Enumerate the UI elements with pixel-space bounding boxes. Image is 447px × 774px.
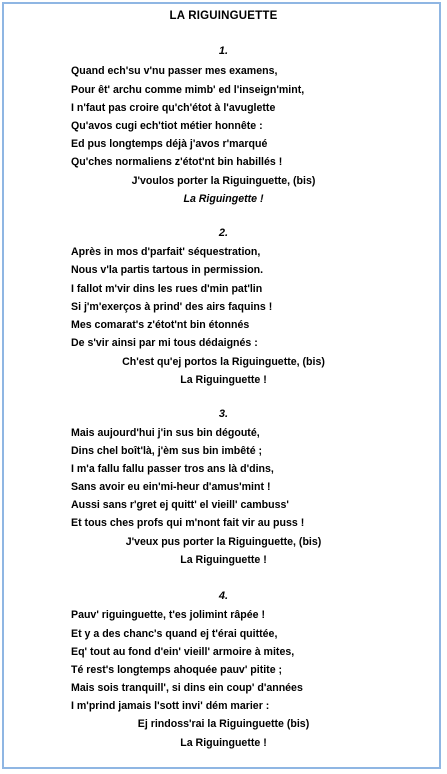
verse-line: Dins chel boît'là, j'èm sus bin imbêté ;	[71, 445, 263, 457]
refrain-closing: La Riguinguette !	[180, 374, 267, 386]
verse-line: I m'a fallu fallu passer tros ans là d'dins,	[71, 463, 274, 475]
verse-line: Sans avoir eu ein'mi-heur d'amus'mint !	[71, 481, 271, 493]
verse-line: Mes comarat's z'étot'nt bin étonnés	[71, 319, 250, 331]
song-title: LA RIGUINGUETTE	[169, 10, 278, 22]
stanza-number: 3.	[218, 408, 229, 420]
verse-line: Si j'm'exerços à prind' des airs faquins !	[71, 301, 273, 313]
verse-line: Pour êt' archu comme mimb' ed l'inseign'mint,	[71, 84, 305, 96]
verse-line: Ed pus longtemps déjà j'avos r'marqué	[71, 138, 268, 150]
verse-line: I n'faut pas croire qu'ch'étot à l'avuglette	[71, 102, 276, 114]
verse-line: Nous v'la partis tartous in permission.	[71, 264, 264, 276]
verse-line: Mais aujourd'hui j'in sus bin dégouté,	[71, 427, 260, 439]
stanza-number: 4.	[218, 590, 229, 602]
verse-line: Qu'ches normaliens z'étot'nt bin habillés !	[71, 156, 283, 168]
stanza-number: 2.	[218, 227, 229, 239]
refrain-line: Ej rindoss'rai la Riguinguette (bis)	[137, 718, 310, 730]
verse-line: I fallot m'vir dins les rues d'min pat'lin	[71, 283, 263, 295]
verse-line: Eq' tout au fond d'ein' vieill' armoire à mites,	[71, 646, 295, 658]
verse-line: I m'prind jamais l'sott invi' dém marier :	[71, 700, 270, 712]
verse-line: Et tous ches profs qui m'nont fait vir au puss !	[71, 517, 305, 529]
refrain-closing: La Riguingette !	[183, 193, 264, 205]
refrain-line: J'voulos porter la Riguinguette, (bis)	[131, 175, 316, 187]
verse-line: Pauv' riguinguette, t'es jolimint râpée !	[71, 609, 265, 621]
stanza-number: 1.	[218, 45, 229, 57]
verse-line: Aussi sans r'gret ej quitt' el vieill' cambuss'	[71, 499, 289, 511]
verse-line: Après in mos d'parfait' séquestration,	[71, 246, 261, 258]
verse-line: Et y a des chanc's quand ej t'érai quittée,	[71, 628, 278, 640]
refrain-line: J'veux pus porter la Riguinguette, (bis)	[125, 536, 322, 548]
refrain-closing: La Riguinguette !	[180, 554, 267, 566]
verse-line: Qu'avos cugi ech'tiot métier honnête :	[71, 120, 263, 132]
refrain-closing: La Riguinguette !	[180, 737, 267, 749]
verse-line: Té rest's longtemps ahoquée pauv' pitite ;	[71, 664, 283, 676]
verse-line: De s'vir ainsi par mi tous dédaignés :	[71, 337, 258, 349]
verse-line: Quand ech'su v'nu passer mes examens,	[71, 65, 278, 77]
refrain-line: Ch'est qu'ej portos la Riguinguette, (bis)	[122, 356, 325, 368]
verse-line: Mais sois tranquill', si dins ein coup' d'années	[71, 682, 303, 694]
